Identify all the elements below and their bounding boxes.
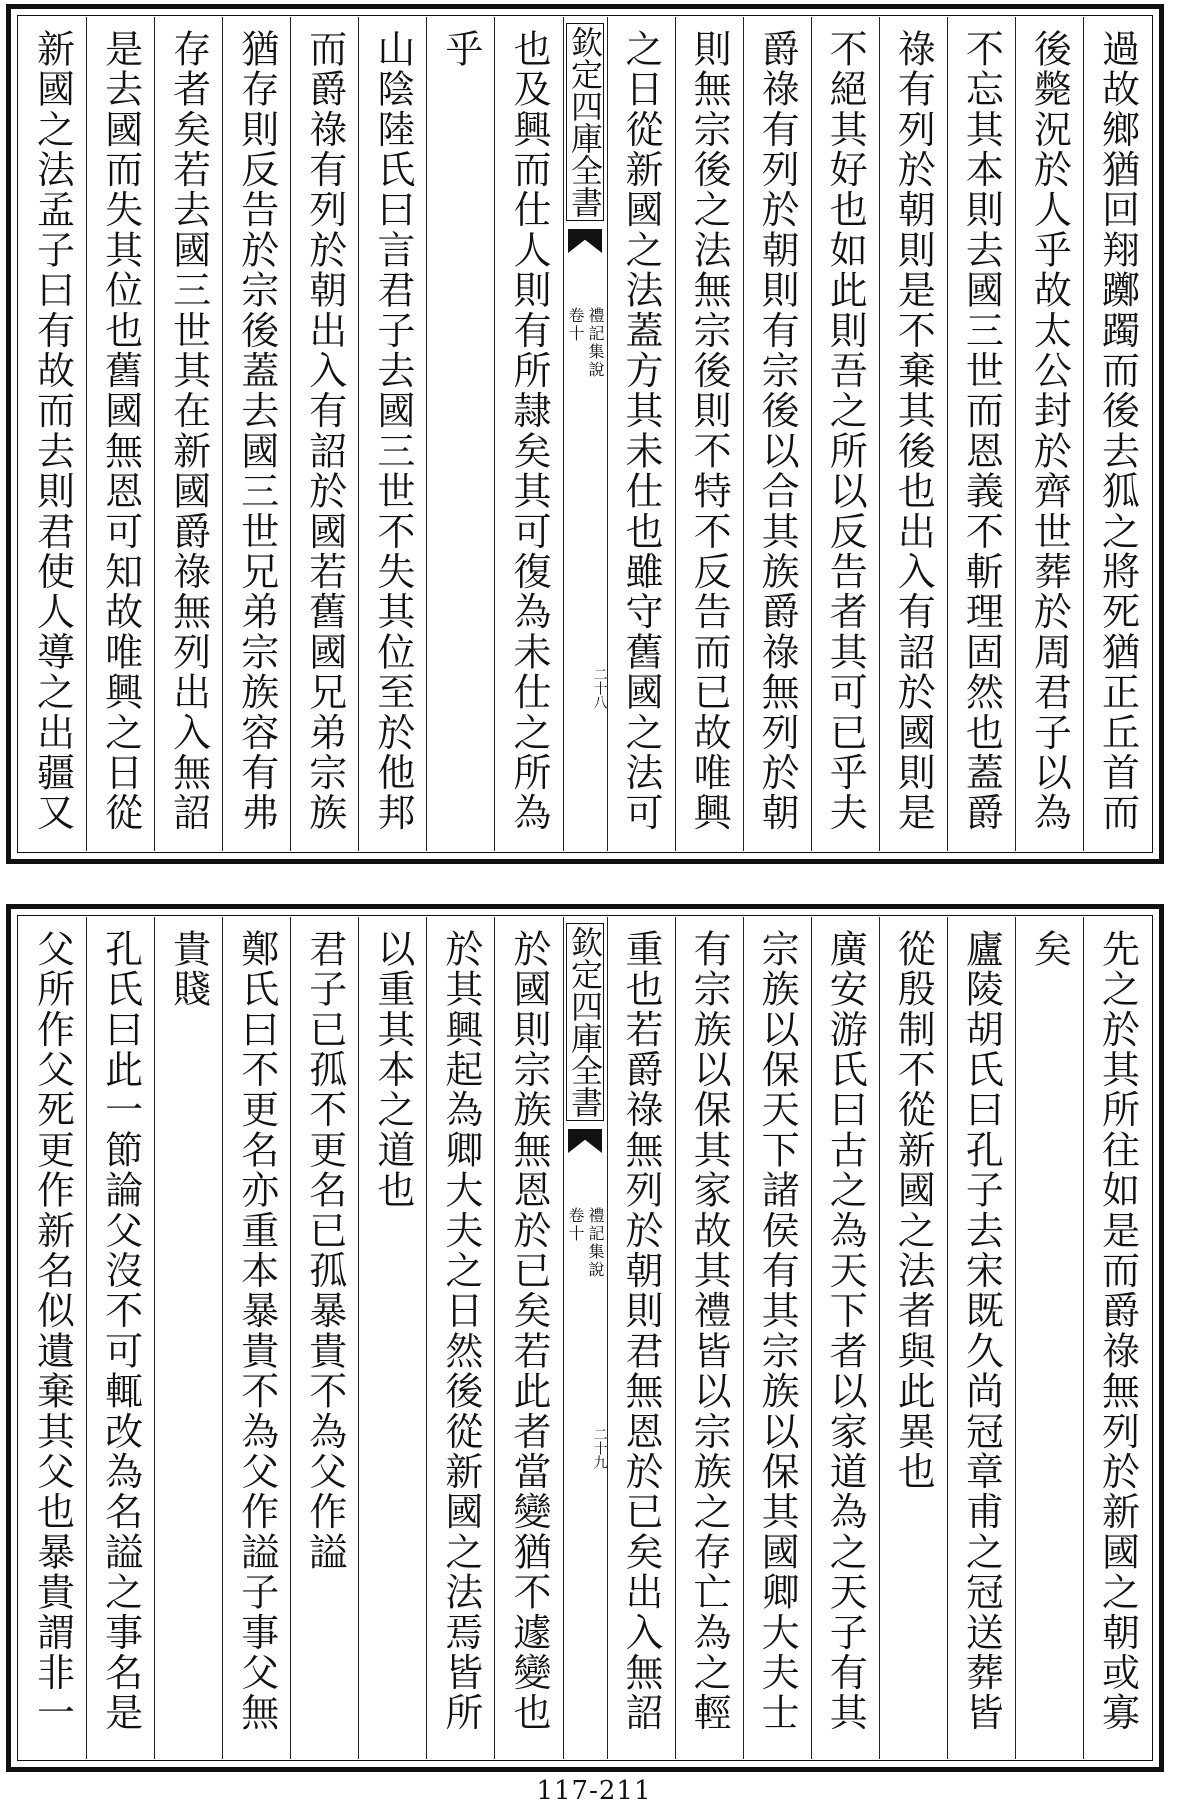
text-column: [290, 17, 358, 851]
margin-title: 欽定四庫全書: [566, 23, 604, 221]
column-text: 廣安游氏曰古之為天下者以家道為之天子有其: [823, 929, 868, 1733]
text-column: [675, 917, 743, 1759]
column-text: 之日從新國之法蓋方其未仕也雖守舊國之法可: [619, 29, 664, 833]
bottom-page: [6, 904, 1164, 1772]
column-text: 祿有列於朝則是不棄其後也出入有詔於國則是: [891, 29, 936, 833]
fishtail-mark-icon: [568, 1129, 602, 1153]
margin-book-title: 禮記集說: [586, 307, 605, 379]
text-column: [358, 917, 426, 1759]
column-text: 貴賤: [166, 929, 211, 1010]
column-text: 君子已孤不更名已孤暴貴不為父作謚: [302, 929, 347, 1573]
column-text: 宗族以保天下諸侯有其宗族以保其國卿大夫士: [755, 929, 800, 1733]
text-column: [426, 917, 494, 1759]
text-column: [811, 917, 879, 1759]
margin-title: 欽定四庫全書: [566, 923, 604, 1121]
text-column: [879, 17, 947, 851]
margin-volume: 卷十: [566, 307, 585, 343]
text-column: [154, 17, 222, 851]
margin-book-title: 禮記集說: [586, 1207, 605, 1279]
text-column: [19, 917, 86, 1759]
bottom-page-columns: [19, 917, 1151, 1759]
margin-book-info: [564, 1207, 607, 1279]
page-footer-number: 117-211: [536, 1776, 652, 1806]
column-text: 是去國而失其位也舊國無恩可知故唯興之日從: [98, 29, 143, 833]
column-text: 從殷制不從新國之法者與此異也: [891, 929, 936, 1492]
column-text: 鄭氏曰不更名亦重本暴貴不為父作謚子事父無: [234, 929, 279, 1733]
text-column: [811, 17, 879, 851]
column-text: 重也若爵祿無列於朝則君無恩於已矣出入無詔: [619, 929, 664, 1733]
column-text: 爵祿有列於朝則有宗後以合其族爵祿無列於朝: [755, 29, 800, 833]
fishtail-mark-icon: [568, 229, 602, 253]
center-margin: [563, 17, 607, 851]
margin-book-info: [564, 307, 607, 379]
margin-volume: 卷十: [566, 1207, 585, 1243]
text-column: [86, 917, 154, 1759]
text-column: [494, 17, 562, 851]
text-column: [607, 917, 675, 1759]
column-text: 則無宗後之法無宗後則不特不反告而已故唯興: [687, 29, 732, 833]
text-column: [743, 917, 811, 1759]
text-column: [426, 17, 494, 851]
text-column: [1015, 17, 1083, 851]
top-page: [6, 4, 1164, 864]
text-column: [607, 17, 675, 851]
top-page-columns: [19, 17, 1151, 851]
text-column: [675, 17, 743, 851]
column-text: 先之於其所往如是而爵祿無列於新國之朝或寡: [1095, 929, 1140, 1733]
column-text: 山陰陸氏曰言君子去國三世不失其位至於他邦: [370, 29, 415, 833]
column-text: 後斃況於人乎故太公封於齊世葬於周君子以為: [1027, 29, 1072, 833]
text-column: [494, 917, 562, 1759]
column-text: 矣: [1027, 929, 1072, 970]
column-text: 孔氏曰此一節論父沒不可輒改為名謚之事名是: [98, 929, 143, 1733]
column-text: 以重其本之道也: [370, 929, 415, 1211]
column-text: 有宗族以保其家故其禮皆以宗族之存亡為之輕: [687, 929, 732, 1733]
text-column: [879, 917, 947, 1759]
column-text: 存者矣若去國三世其在新國爵祿無列出入無詔: [166, 29, 211, 833]
text-column: [743, 17, 811, 851]
column-text: 而爵祿有列於朝出入有詔於國若舊國兄弟宗族: [302, 29, 347, 833]
column-text: 過故鄉猶回翔躑躅而後去狐之將死猶正丘首而: [1095, 29, 1140, 833]
text-column: [19, 17, 86, 851]
column-text: 不忘其本則去國三世而恩義不斬理固然也蓋爵: [959, 29, 1004, 833]
center-margin: [563, 917, 607, 1759]
column-text: 也及興而仕人則有所隷矣其可復為未仕之所為: [506, 29, 551, 833]
column-text: 不絕其好也如此則吾之所以反告者其可已乎夫: [823, 29, 868, 833]
text-column: [1015, 917, 1083, 1759]
text-column: [154, 917, 222, 1759]
text-column: [222, 17, 290, 851]
text-column: [358, 17, 426, 851]
column-text: 乎: [438, 29, 483, 70]
text-column: [290, 917, 358, 1759]
text-column: [1083, 17, 1151, 851]
text-column: [947, 17, 1015, 851]
margin-page-number: 二十八: [591, 667, 608, 709]
text-column: [1083, 917, 1151, 1759]
text-column: [947, 917, 1015, 1759]
column-text: 廬陵胡氏曰孔子去宋既久尚冠章甫之冠送葬皆: [959, 929, 1004, 1733]
text-column: [222, 917, 290, 1759]
text-column: [86, 17, 154, 851]
column-text: 父所作父死更作新名似遺棄其父也暴貴謂非一: [30, 929, 75, 1733]
margin-page-number: 二十九: [591, 1427, 608, 1469]
column-text: 猶存則反告於宗後蓋去國三世兄弟宗族容有弗: [234, 29, 279, 833]
column-text: 於國則宗族無恩於已矣若此者當變猶不遽變也: [506, 929, 551, 1733]
column-text: 於其興起為卿大夫之日然後從新國之法焉皆所: [438, 929, 483, 1733]
column-text: 新國之法孟子曰有故而去則君使人導之出疆又: [30, 29, 75, 833]
